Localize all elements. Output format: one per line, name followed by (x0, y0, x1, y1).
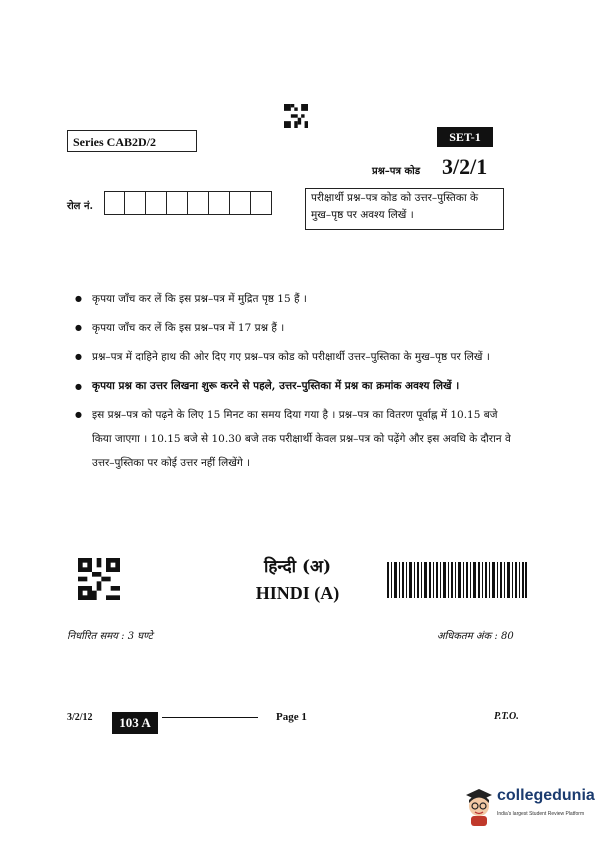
roll-box (251, 191, 272, 215)
question-paper-code-label: प्रश्न–पत्र कोड (372, 166, 421, 177)
roll-box (167, 191, 188, 215)
instruction-item: ● प्रश्न–पत्र में दाहिने हाथ की ओर दिए गए प्रश्न–पत्र कोड को परीक्षार्थी उत्तर–पुस्तिका के मुख–पृष्ठ पर लिखें । (75, 345, 515, 369)
maximum-marks: अधिकतम अंक : 80 (437, 631, 514, 642)
mascot-logo-icon (462, 786, 496, 826)
time-allowed: निर्धारित समय : 3 घण्टे (67, 631, 153, 642)
barcode (387, 562, 527, 598)
instruction-item: ● कृपया प्रश्न का उत्तर लिखना शुरू करने से पहले, उत्तर–पुस्तिका में प्रश्न का क्रमांक अवश्य लिखें । (75, 374, 515, 398)
roll-number-label: रोल नं. (67, 201, 93, 212)
booklet-badge: 103 A (112, 712, 158, 734)
roll-box (209, 191, 230, 215)
page-number: Page 1 (276, 711, 307, 723)
instructions-list (75, 287, 515, 480)
instruction-item: ● इस प्रश्न–पत्र को पढ़ने के लिए 15 मिनट का समय दिया गया है । प्रश्न–पत्र का वितरण पूर्वाह्न में 10.15 बजे किया जाएगा । 10.15 बजे से 10.30 बजे तक परीक्षार्थी केवल प्रश्न–पत्र को पढ़ेंगे और इस अवधि के दौरान वे उत्तर–पुस्तिका पर कोई उत्तर नहीं लिखेंगे । (75, 403, 515, 475)
roll-number-boxes (104, 191, 272, 215)
footer-code: 3/2/12 (67, 712, 93, 723)
instruction-item: ● कृपया जाँच कर लें कि इस प्रश्न–पत्र में 17 प्रश्न हैं । (75, 316, 515, 340)
subject-title-hindi: हिन्दी (अ) (263, 557, 332, 577)
candidate-note: परीक्षार्थी प्रश्न–पत्र कोड को उत्तर–पुस्तिका के मुख–पृष्ठ पर अवश्य लिखें । (305, 188, 504, 230)
pto-label: P.T.O. (494, 711, 519, 722)
subject-title-english: HINDI (A) (255, 583, 340, 603)
roll-box (125, 191, 146, 215)
series-label: Series CAB2D/2 (67, 130, 197, 152)
watermark-tagline: India's largest Student Review Platform (497, 811, 585, 817)
roll-box (104, 191, 125, 215)
question-paper-code: 3/2/1 (442, 154, 488, 179)
qr-code-top (284, 104, 308, 128)
set-badge: SET-1 (437, 127, 493, 147)
footer-divider (162, 717, 258, 718)
instruction-item: ● कृपया जाँच कर लें कि इस प्रश्न–पत्र में मुद्रित पृष्ठ 15 हैं । (75, 287, 515, 311)
roll-box (230, 191, 251, 215)
roll-box (188, 191, 209, 215)
roll-box (146, 191, 167, 215)
watermark-name: collegedunia (497, 787, 595, 804)
